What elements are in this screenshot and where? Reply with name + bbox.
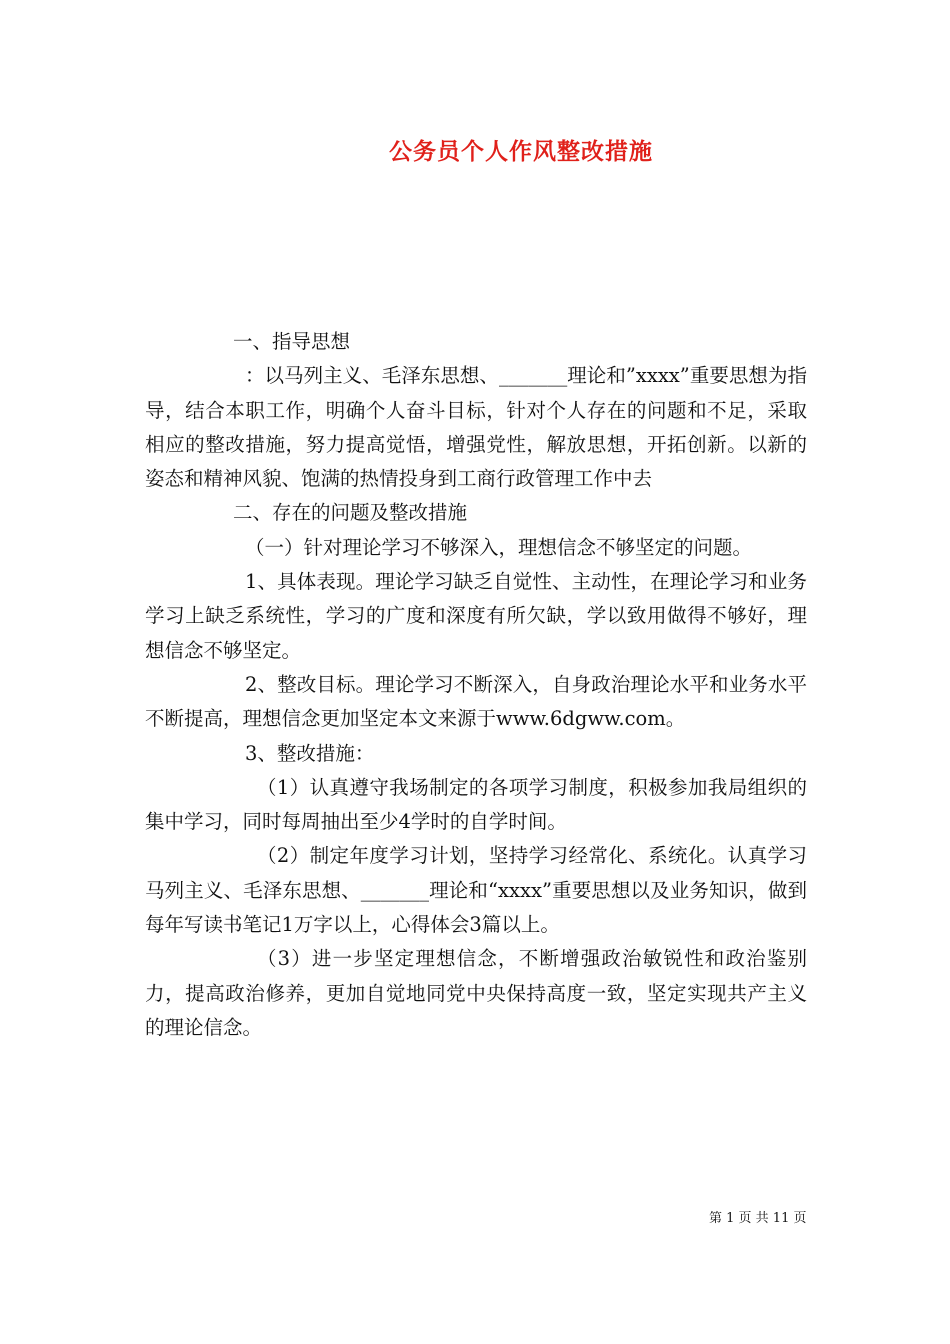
paragraph-measure-2: （2）制定年度学习计划，坚持学习经常化、系统化。认真学习马列主义、毛泽东思想、_______理论和“xxxx”重要思想以及业务知识，做到每年写读书笔记1万字以上，心得体会3篇以上。 (145, 844, 807, 937)
subsection-heading-theory-study: （一）针对理论学习不够深入，理想信念不够坚定的问题。 (245, 535, 753, 559)
page-number: 第 1 页 共 11 页 (709, 1211, 807, 1226)
document-body (145, 325, 807, 1045)
paragraph-goal: 2、整改目标。理论学习不断深入，自身政治理论水平和业务水平不断提高，理想信念更加坚定本文来源于www.6dgww.com。 (145, 672, 807, 731)
document-title: 公务员个人作风整改措施 (389, 138, 653, 165)
section-heading-guiding-thought: 一、指导思想 (233, 330, 351, 353)
paragraph-measure-1: （1）认真遵守我场制定的各项学习制度，积极参加我局组织的集中学习，同时每周抽出至少4学时的自学时间。 (145, 775, 807, 834)
paragraph-measures-heading: 3、整改措施： (245, 741, 375, 765)
section-heading-problems: 二、存在的问题及整改措施 (233, 501, 468, 525)
paragraph-manifestation: 1、具体表现。理论学习缺乏自觉性、主动性，在理论学习和业务学习上缺乏系统性，学习的广度和深度有所欠缺，学以致用做得不够好，理想信念不够坚定。 (145, 570, 807, 662)
paragraph-measure-3: （3）进一步坚定理想信念，不断增强政治敏锐性和政治鉴别力，提高政治修养，更加自觉地同党中央保持高度一致，坚定实现共产主义的理论信念。 (145, 947, 807, 1039)
paragraph-guiding-thought: ：以马列主义、毛泽东思想、_______理论和”xxxx”重要思想为指导，结合本职工作，明确个人奋斗目标，针对个人存在的问题和不足，采取相应的整改措施，努力提高觉悟，增强党性，解放思想，开拓创新。以新的姿态和精神风貌、饱满的热情投身到工商行政管理工作中去 (145, 364, 807, 491)
